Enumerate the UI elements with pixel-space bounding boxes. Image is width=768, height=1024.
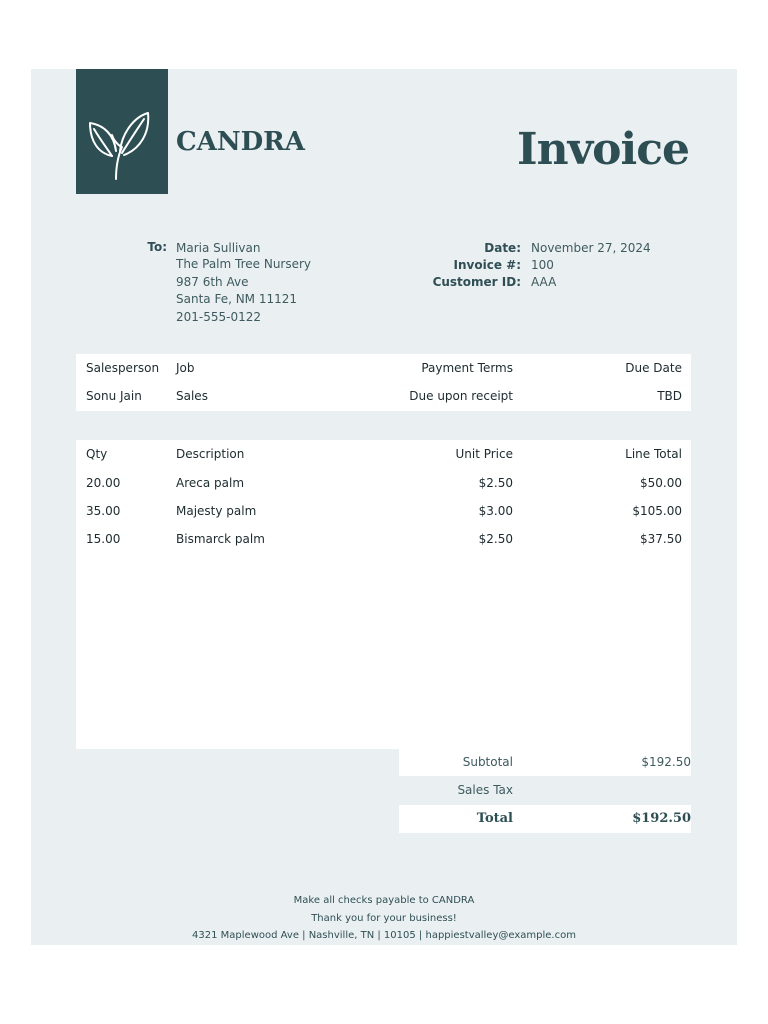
header-line-total: Line Total	[625, 447, 682, 461]
subtotal-value: $192.50	[641, 755, 691, 769]
table-row	[76, 469, 691, 497]
sales-header-row	[76, 354, 691, 382]
footer-address: 4321 Maplewood Ave | Nashville, TN | 10105 | happiestvalley@example.com	[192, 930, 576, 941]
invoice-title: Invoice	[517, 124, 689, 175]
line-total-cell: $105.00	[632, 504, 682, 518]
header-payment-terms: Payment Terms	[421, 361, 513, 375]
qty-cell: 35.00	[86, 504, 121, 518]
unit-price-cell: $2.50	[478, 532, 513, 546]
meta-values	[531, 240, 651, 291]
description-cell: Areca palm	[176, 476, 245, 490]
sales-row	[76, 382, 691, 410]
invoice-number-value: 100	[531, 258, 554, 272]
logo	[76, 69, 168, 194]
total-label: Total	[476, 811, 513, 826]
salesperson-value: Sonu Jain	[86, 389, 142, 403]
header-due-date: Due Date	[625, 361, 682, 375]
meta-labels	[433, 240, 521, 291]
total-value: $192.50	[632, 811, 691, 826]
customer-id-label: Customer ID:	[432, 275, 521, 289]
job-value: Sales	[176, 389, 208, 403]
header-job: Job	[176, 361, 195, 375]
brand-name: CANDRA	[176, 127, 305, 157]
bill-to-line: 201-555-0122	[176, 309, 262, 324]
header-description: Description	[176, 447, 245, 461]
items-header-row	[76, 440, 691, 468]
description-cell: Majesty palm	[176, 504, 257, 518]
total-row	[399, 805, 691, 833]
items-table	[76, 440, 691, 749]
unit-price-cell: $2.50	[478, 476, 513, 490]
leaf-icon	[88, 111, 154, 181]
bill-to-line: Maria Sullivan	[176, 241, 261, 255]
line-total-cell: $50.00	[640, 476, 682, 490]
table-row	[76, 525, 691, 553]
line-total-cell: $37.50	[640, 532, 682, 546]
header-qty: Qty	[86, 447, 108, 461]
header-unit-price: Unit Price	[455, 447, 513, 461]
unit-price-cell: $3.00	[478, 504, 513, 518]
due-date-value: TBD	[657, 389, 682, 403]
table-row	[76, 497, 691, 525]
customer-id-value: AAA	[531, 275, 557, 289]
qty-cell: 20.00	[86, 476, 121, 490]
date-label: Date:	[484, 241, 521, 255]
header-salesperson: Salesperson	[86, 361, 160, 375]
bill-to-line: The Palm Tree Nursery	[176, 257, 312, 271]
footer-thanks: Thank you for your business!	[311, 912, 457, 924]
footer	[31, 893, 737, 945]
bill-to-line: Santa Fe, NM 11121	[176, 292, 298, 306]
bill-to-label: To:	[147, 240, 167, 254]
sales-tax-row	[399, 776, 691, 804]
bill-to-address	[176, 240, 311, 326]
invoice-number-label: Invoice #:	[453, 258, 521, 272]
subtotal-row	[399, 748, 691, 776]
qty-cell: 15.00	[86, 532, 121, 546]
bill-to-line: 987 6th Ave	[176, 274, 249, 289]
date-value: November 27, 2024	[531, 241, 651, 255]
sales-table	[76, 354, 691, 411]
description-cell: Bismarck palm	[176, 532, 265, 546]
payment-terms-value: Due upon receipt	[409, 389, 513, 403]
sales-tax-label: Sales Tax	[457, 783, 513, 797]
subtotal-label: Subtotal	[462, 755, 513, 769]
footer-payable: Make all checks payable to CANDRA	[293, 895, 475, 906]
invoice-page	[31, 69, 737, 945]
